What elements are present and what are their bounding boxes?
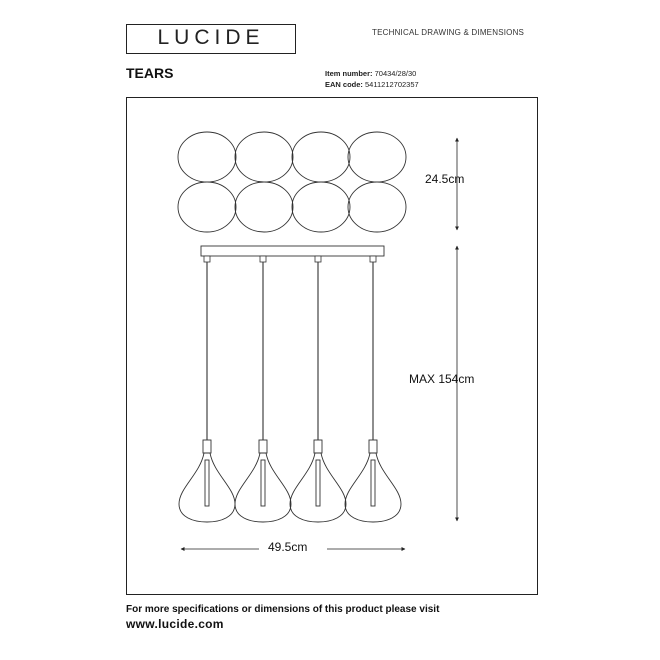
product-name: TEARS bbox=[126, 65, 174, 81]
top-view-shade-5 bbox=[178, 182, 236, 232]
height-dimension-label: 24.5cm bbox=[425, 172, 465, 186]
top-view bbox=[178, 132, 406, 232]
brand-logo-text: LUCIDE bbox=[157, 26, 265, 49]
footer-website-link[interactable]: www.lucide.com bbox=[126, 617, 224, 631]
ean-code-label: EAN code: bbox=[325, 80, 363, 89]
cord-caps bbox=[204, 256, 376, 262]
ean-code-value: 5411212702357 bbox=[365, 80, 419, 89]
top-view-shade-6 bbox=[235, 182, 293, 232]
pendant-cords bbox=[207, 256, 373, 440]
pendant-2 bbox=[235, 440, 291, 522]
top-view-shade-8 bbox=[348, 182, 406, 232]
pendant-3 bbox=[290, 440, 346, 522]
max-length-dimension-label: MAX 154cm bbox=[409, 372, 475, 386]
top-view-shade-7 bbox=[292, 182, 350, 232]
ceiling-canopy bbox=[201, 246, 384, 256]
pendant-shades bbox=[179, 440, 401, 522]
top-view-shade-3 bbox=[292, 132, 350, 182]
top-view-shade-1 bbox=[178, 132, 236, 182]
item-number-value: 70434/28/30 bbox=[374, 69, 417, 78]
width-dimension-label: 49.5cm bbox=[268, 540, 308, 554]
pendant-1 bbox=[179, 440, 235, 522]
top-view-shade-2 bbox=[235, 132, 293, 182]
document-title: TECHNICAL DRAWING & DIMENSIONS bbox=[372, 28, 525, 37]
top-view-shade-4 bbox=[348, 132, 406, 182]
pendant-4 bbox=[345, 440, 401, 522]
footer-note: For more specifications or dimensions of this product please visit bbox=[126, 604, 440, 615]
item-number-label: Item number: bbox=[325, 69, 373, 78]
